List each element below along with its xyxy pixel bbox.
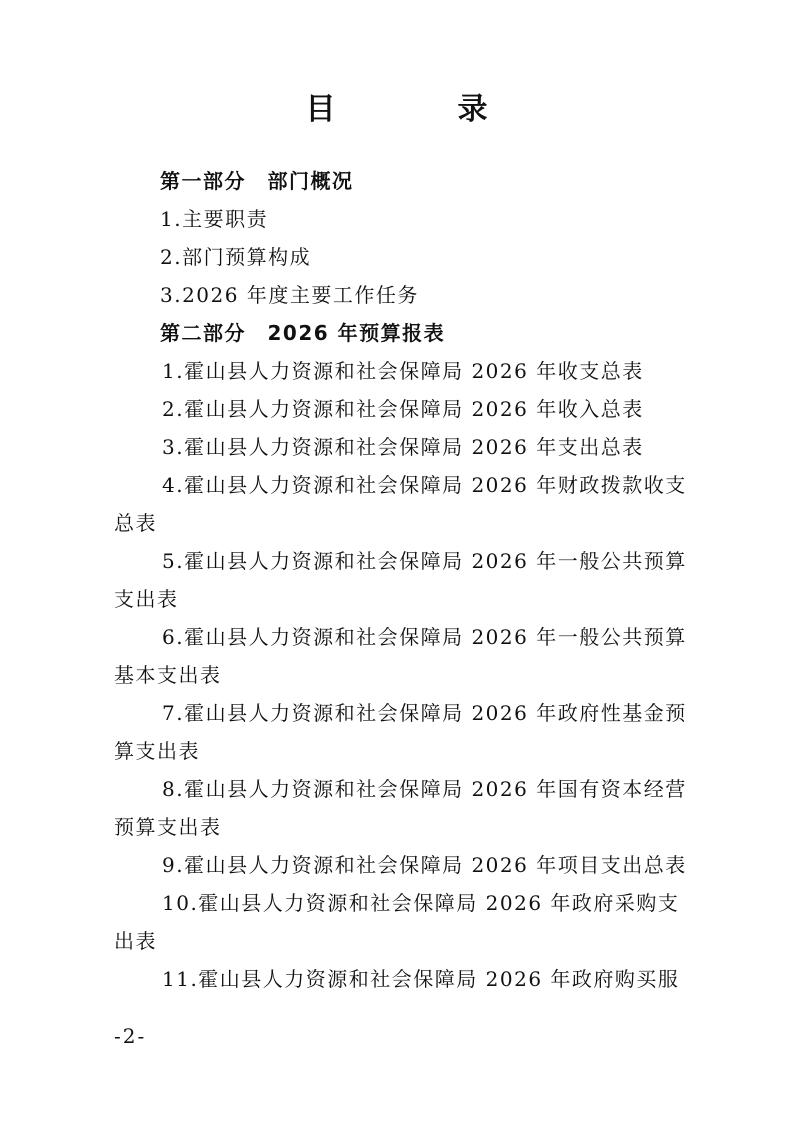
toc-item-continuation: 预算支出表 xyxy=(114,815,222,839)
toc-item-continuation: 算支出表 xyxy=(114,739,200,763)
toc-item: 7.霍山县人力资源和社会保障局 2026 年政府性基金预 xyxy=(162,701,687,725)
toc-item: 2.霍山县人力资源和社会保障局 2026 年收入总表 xyxy=(162,397,644,421)
toc-section-part1: 第一部分 部门概况 xyxy=(160,169,354,193)
toc-item: 9.霍山县人力资源和社会保障局 2026 年项目支出总表 xyxy=(162,853,687,877)
toc-item-continuation: 支出表 xyxy=(114,587,179,611)
toc-item: 8.霍山县人力资源和社会保障局 2026 年国有资本经营 xyxy=(162,777,687,801)
toc-item: 1.主要职责 xyxy=(160,207,269,231)
toc-item: 2.部门预算构成 xyxy=(160,245,312,269)
toc-item: 10.霍山县人力资源和社会保障局 2026 年政府采购支 xyxy=(162,891,680,915)
toc-item-continuation: 出表 xyxy=(114,929,157,953)
toc-item: 5.霍山县人力资源和社会保障局 2026 年一般公共预算 xyxy=(162,549,687,573)
toc-item: 1.霍山县人力资源和社会保障局 2026 年收支总表 xyxy=(162,359,644,383)
page-number: -2- xyxy=(114,1024,147,1048)
page-title: 目 录 xyxy=(305,92,534,127)
toc-item-continuation: 基本支出表 xyxy=(114,663,222,687)
toc-item: 3.2026 年度主要工作任务 xyxy=(160,283,419,307)
toc-item: 11.霍山县人力资源和社会保障局 2026 年政府购买服 xyxy=(162,967,680,991)
toc-item-continuation: 总表 xyxy=(114,511,157,535)
toc-item: 3.霍山县人力资源和社会保障局 2026 年支出总表 xyxy=(162,435,644,459)
toc-item: 4.霍山县人力资源和社会保障局 2026 年财政拨款收支 xyxy=(162,473,687,497)
toc-item: 6.霍山县人力资源和社会保障局 2026 年一般公共预算 xyxy=(162,625,687,649)
toc-section-part2: 第二部分 2026 年预算报表 xyxy=(160,321,446,345)
